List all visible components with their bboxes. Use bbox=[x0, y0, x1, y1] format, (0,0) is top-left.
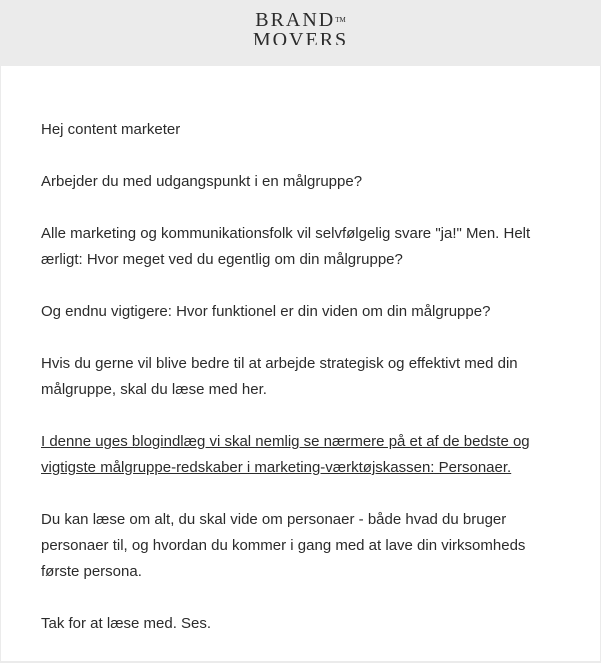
greeting: Hej content marketer bbox=[41, 121, 181, 138]
paragraph-5: Du kan læse om alt, du skal vide om personaer - både hvad du bruger personaer til, og hvordan du kommer i gang med at lave din virksomheds første persona. bbox=[41, 511, 526, 580]
email-header bbox=[0, 0, 601, 66]
paragraph-3: Og endnu vigtigere: Hvor funktionel er din viden om din målgruppe? bbox=[41, 303, 491, 320]
logo-line1: BRAND bbox=[255, 9, 336, 31]
closing: Tak for at læse med. Ses. bbox=[41, 615, 212, 632]
email-body bbox=[1, 66, 600, 661]
brand-movers-logo[interactable] bbox=[0, 10, 601, 45]
logo-line2: MOVERS bbox=[252, 30, 349, 45]
paragraph-4: Hvis du gerne vil blive bedre til at arbejde strategisk og effektivt med din målgruppe, skal du læse med her. bbox=[41, 355, 518, 398]
blog-post-link[interactable]: I denne uges blogindlæg vi skal nemlig se nærmere på et af de bedste og vigtigste målgruppe-redskaber i marketing-værktøjskassen: Personaer. bbox=[41, 433, 530, 476]
email-text bbox=[41, 117, 541, 663]
link-paragraph bbox=[41, 429, 541, 481]
paragraph-1: Arbejder du med udgangspunkt i en målgruppe? bbox=[41, 173, 363, 190]
logo-trademark: TM bbox=[335, 16, 346, 24]
paragraph-2: Alle marketing og kommunikationsfolk vil selvfølgelig svare "ja!" Men. Helt ærligt: Hvor meget ved du egentlig om din målgruppe? bbox=[41, 225, 531, 268]
